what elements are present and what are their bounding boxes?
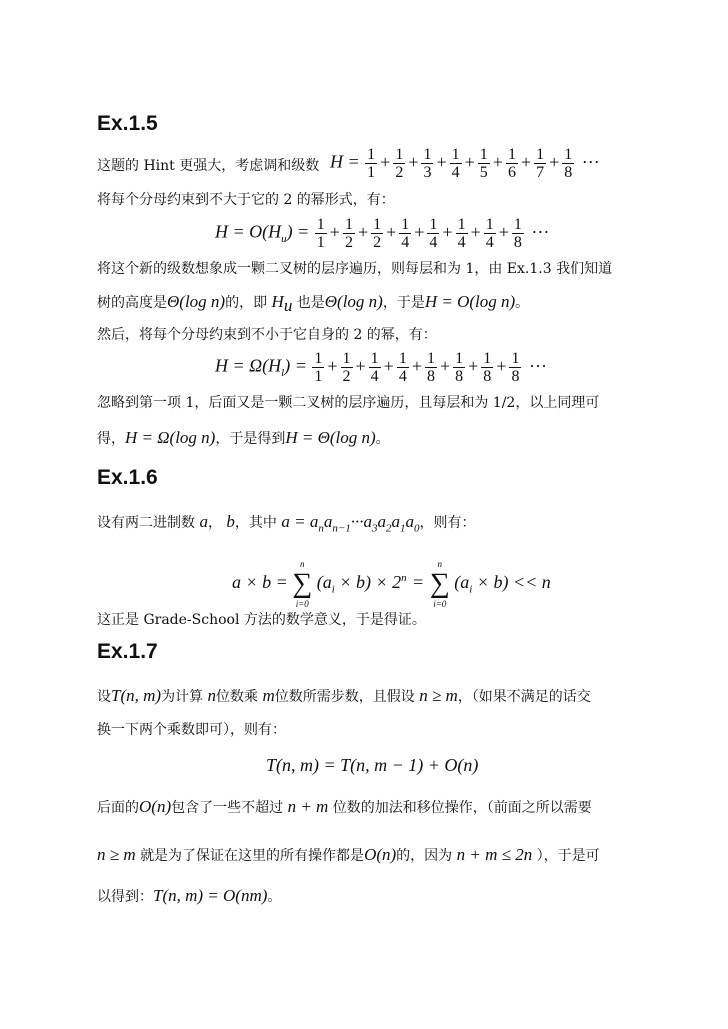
plus-sign: + <box>383 355 394 376</box>
h-o-log-n: H = O(log n) <box>424 292 516 311</box>
ex17-line-5 <box>97 886 281 907</box>
ex16-line-1-c: ，其中 <box>234 515 277 531</box>
heading-ex-1-6: Ex.1.6 <box>97 466 158 489</box>
fraction-term <box>453 350 465 385</box>
ex16-line-1 <box>97 512 476 538</box>
lower-terms <box>311 350 522 385</box>
expansion-a-1: a <box>391 512 401 531</box>
h-u-sub: u <box>283 295 293 315</box>
ex15-line-3 <box>97 259 612 279</box>
fraction-numerator: 1 <box>564 146 573 163</box>
fraction-denominator: 4 <box>401 234 410 251</box>
fraction-numerator: 1 <box>451 146 460 163</box>
ex15-line-4-c: 也是 <box>296 295 325 311</box>
fraction-denominator: 5 <box>479 164 488 181</box>
plus-sign: + <box>492 151 503 172</box>
ex15-line-1 <box>97 156 319 176</box>
fraction-term <box>512 216 524 251</box>
plus-sign: + <box>470 221 481 242</box>
ex15-line-3-text: 将这个新的级数想象成一颗二叉树的层序遍历，则每层和为 1，由 Ex.1.3 我们知道 <box>97 261 613 277</box>
product-eq-mid: = <box>413 572 424 593</box>
lower-ellipsis: ··· <box>528 355 547 376</box>
o-n-1: O(n) <box>139 797 172 816</box>
fraction-term <box>478 146 490 181</box>
fraction-term <box>506 146 518 181</box>
fraction-term <box>456 216 468 251</box>
ex15-line-7-a: 得， <box>97 431 125 447</box>
recurrence-formula <box>266 755 478 776</box>
harmonic-series-formula <box>330 146 602 181</box>
fraction-term <box>341 350 353 385</box>
n-geq-m-2: n ≥ m <box>97 845 136 864</box>
lower-close: ) = <box>284 355 307 376</box>
ex17-line-4-b: 的，因为 <box>396 848 453 864</box>
fraction-numerator: 1 <box>513 216 522 233</box>
fraction-numerator: 1 <box>479 146 488 163</box>
fraction-term <box>450 146 462 181</box>
ex15-line-4-b: 的，即 <box>225 295 268 311</box>
ex16-line-1-a: 设有两二进制数 <box>97 515 195 531</box>
ex17-line-1-c: 位数乘 <box>216 689 259 705</box>
fraction-denominator: 8 <box>513 234 522 251</box>
fraction-term <box>425 350 437 385</box>
term2-open: (a <box>454 572 470 593</box>
fraction-numerator: 1 <box>423 146 432 163</box>
ex17-line-5-a: 以得到： <box>97 889 153 905</box>
var-a: a <box>199 512 208 531</box>
var-m: m <box>262 686 275 705</box>
expansion-sub-n1: n−1 <box>332 522 351 535</box>
upper-terms <box>314 216 525 251</box>
fraction-denominator: 4 <box>485 234 494 251</box>
ex15-line-7-c: 。 <box>375 431 390 447</box>
binary-expansion <box>281 512 420 535</box>
term1-sub: i <box>331 583 335 596</box>
fraction-term <box>365 146 377 181</box>
ex17-line-1-a: 设 <box>97 689 111 705</box>
plus-sign: + <box>520 151 532 172</box>
fraction-term <box>371 216 383 251</box>
ex16-line-2-text: 这正是 Grade-School 方法的数学意义，于是得证。 <box>97 612 426 628</box>
sum-2-top: n <box>437 559 443 569</box>
fraction-denominator: 4 <box>370 368 379 385</box>
expansion-sub-2: 2 <box>386 522 392 535</box>
expansion-a-eq: a = a <box>281 512 319 531</box>
sum-2-bottom: i=0 <box>433 599 447 609</box>
ex16-line-1-b: ， <box>207 515 222 531</box>
fraction-numerator: 1 <box>483 350 492 367</box>
ex15-line-5 <box>97 325 437 345</box>
ex17-line-1-d: 位数所需步数，且假设 <box>274 689 415 705</box>
fraction-term <box>393 146 405 181</box>
ex17-line-2 <box>97 720 286 740</box>
ex17-line-1-e: ，（如果不满足的话交 <box>457 689 591 705</box>
fraction-term <box>399 216 411 251</box>
ex17-line-3 <box>97 797 592 818</box>
ex15-line-7-b: ，于是得到 <box>215 431 286 447</box>
fraction-numerator: 1 <box>429 216 438 233</box>
fraction-denominator: 8 <box>426 368 435 385</box>
sum-1-bottom: i=0 <box>295 599 309 609</box>
h-omega-log-n: H = Ω(log n) <box>125 428 216 447</box>
fraction-denominator: 2 <box>344 234 353 251</box>
n-plus-m-leq-2n: n + m ≤ 2n <box>456 845 533 864</box>
plus-sign: + <box>327 355 338 376</box>
fraction-term <box>312 350 324 385</box>
plus-sign: + <box>357 221 369 242</box>
fraction-denominator: 7 <box>536 164 545 181</box>
fraction-denominator: 8 <box>455 368 464 385</box>
product-lhs: a × b = <box>232 572 288 593</box>
ex17-line-3-c: 位数的加法和移位操作，（前面之所以需要 <box>332 800 592 816</box>
fraction-term <box>562 146 574 181</box>
expansion-sub-0: 0 <box>414 522 420 535</box>
fraction-denominator: 3 <box>423 164 432 181</box>
harmonic-lhs: H = <box>330 151 360 172</box>
ex15-line-4 <box>97 292 529 316</box>
expansion-sub-3: 3 <box>372 522 378 535</box>
fraction-numerator: 1 <box>316 216 325 233</box>
expansion-a-n1: a <box>323 512 333 531</box>
fraction-numerator: 1 <box>457 216 466 233</box>
fraction-numerator: 1 <box>485 216 494 233</box>
fraction-numerator: 1 <box>367 146 376 163</box>
fraction-term <box>369 350 381 385</box>
lower-sub: l <box>281 367 285 380</box>
fraction-denominator: 1 <box>367 164 376 181</box>
sum-symbol-1: n ∑ i=0 <box>292 559 313 609</box>
plus-sign: + <box>411 355 422 376</box>
term1-rest: × b) × 2 <box>339 572 402 593</box>
expansion-sub-n: n <box>318 522 324 535</box>
plus-sign: + <box>355 355 366 376</box>
t-n-m: T(n, m) <box>111 686 162 705</box>
fraction-denominator: 8 <box>511 368 520 385</box>
fraction-denominator: 8 <box>483 368 492 385</box>
fraction-numerator: 1 <box>342 350 351 367</box>
fraction-numerator: 1 <box>395 146 404 163</box>
ex15-line-2-text: 将每个分母约束到不大于它的 2 的幂形式，有： <box>97 192 395 208</box>
plus-sign: + <box>386 221 397 242</box>
fraction-term <box>427 216 439 251</box>
plus-sign: + <box>408 151 419 172</box>
plus-sign: + <box>380 151 391 172</box>
plus-sign: + <box>498 221 509 242</box>
ex17-line-3-b: 包含了一些不超过 <box>171 800 284 816</box>
h-theta-log-n: H = Θ(log n) <box>285 428 376 447</box>
fraction-denominator: 2 <box>373 234 382 251</box>
fraction-denominator: 4 <box>451 164 460 181</box>
expansion-a-0: a <box>405 512 415 531</box>
fraction-denominator: 4 <box>398 368 407 385</box>
ex15-line-4-d: ，于是 <box>382 295 425 311</box>
ex15-line-6 <box>97 393 599 413</box>
plus-sign: + <box>442 221 453 242</box>
sum-1-top: n <box>300 559 305 569</box>
heading-ex-1-7: Ex.1.7 <box>97 640 158 663</box>
n-geq-m: n ≥ m <box>419 686 458 705</box>
fraction-numerator: 1 <box>344 216 353 233</box>
recurrence-text: T(n, m) = T(n, m − 1) + O(n) <box>266 755 479 775</box>
expansion-a-2: a <box>377 512 387 531</box>
ex15-line-4-e: 。 <box>515 295 530 311</box>
term1-sup: n <box>401 572 407 585</box>
upper-close: ) = <box>286 221 310 242</box>
product-sum-formula <box>232 558 551 610</box>
ex15-line-4-a: 树的高度是 <box>97 295 167 311</box>
plus-sign: + <box>439 355 451 376</box>
ex17-line-1 <box>97 686 591 707</box>
fraction-numerator: 1 <box>511 350 520 367</box>
harmonic-terms <box>364 146 575 181</box>
fraction-numerator: 1 <box>507 146 516 163</box>
fraction-term <box>484 216 496 251</box>
ex15-line-2 <box>97 190 395 210</box>
ex17-line-3-a: 后面的 <box>97 800 139 816</box>
fraction-term <box>343 216 355 251</box>
ex17-line-4-a: 就是为了保证在这里的所有操作都是 <box>140 848 365 864</box>
fraction-denominator: 1 <box>314 368 323 385</box>
ex17-line-4-c: ），于是可 <box>536 848 600 864</box>
ex15-line-5-text: 然后，将每个分母约束到不小于它自身的 2 的幂，有： <box>97 327 437 343</box>
fraction-denominator: 4 <box>457 234 466 251</box>
plus-sign: + <box>549 151 560 172</box>
fraction-numerator: 1 <box>373 216 382 233</box>
fraction-term <box>315 216 327 251</box>
expansion-dots: ···a <box>350 512 373 531</box>
fraction-term <box>481 350 493 385</box>
ex16-line-1-d: ，则有： <box>419 515 476 531</box>
fraction-denominator: 4 <box>429 234 438 251</box>
n-plus-m: n + m <box>287 797 329 816</box>
ex17-line-4 <box>97 845 600 866</box>
fraction-numerator: 1 <box>314 350 323 367</box>
heading-ex-1-5: Ex.1.5 <box>97 112 158 135</box>
fraction-denominator: 1 <box>316 234 325 251</box>
term2-sub: i <box>469 583 473 596</box>
upper-lhs: H = O(H <box>215 221 282 242</box>
plus-sign: + <box>464 151 475 172</box>
upper-ellipsis: ··· <box>531 221 550 242</box>
fraction-numerator: 1 <box>398 350 407 367</box>
h-u: H <box>271 292 284 311</box>
harmonic-ellipsis: ··· <box>581 151 600 172</box>
t-n-m-o-nm: T(n, m) = O(nm) <box>153 886 268 905</box>
plus-sign: + <box>436 151 447 172</box>
ex15-line-6-text: 忽略到第一项 1，后面又是一颗二叉树的层序遍历，且每层和为 1/2，以上同理可 <box>97 395 600 411</box>
o-n-2: O(n) <box>364 845 397 864</box>
lower-bound-formula <box>215 350 549 385</box>
expansion-sub-1: 1 <box>400 522 406 535</box>
fraction-numerator: 1 <box>536 146 545 163</box>
fraction-denominator: 6 <box>507 164 516 181</box>
fraction-numerator: 1 <box>401 216 410 233</box>
ex16-line-2 <box>97 610 426 630</box>
theta-log-n-2: Θ(log n) <box>324 292 383 311</box>
term1-open: (a <box>316 572 332 593</box>
var-b: b <box>226 512 235 531</box>
fraction-term <box>421 146 433 181</box>
fraction-denominator: 2 <box>342 368 351 385</box>
upper-sub: u <box>281 233 287 246</box>
upper-bound-formula <box>215 216 551 251</box>
fraction-numerator: 1 <box>426 350 435 367</box>
term2-rest: × b) << n <box>476 572 551 593</box>
sum-symbol-2: n ∑ i=0 <box>429 559 450 609</box>
lower-lhs: H = Ω(H <box>215 355 282 376</box>
fraction-term <box>509 350 521 385</box>
fraction-term <box>534 146 546 181</box>
ex17-line-5-b: 。 <box>267 889 282 905</box>
ex17-line-2-text: 换一下两个乘数即可），则有： <box>97 722 286 738</box>
fraction-term <box>397 350 409 385</box>
fraction-denominator: 2 <box>395 164 404 181</box>
ex15-line-1-text: 这题的 Hint 更强大，考虑调和级数 <box>97 158 320 174</box>
plus-sign: + <box>414 221 425 242</box>
ex17-line-1-b: 为计算 <box>161 689 204 705</box>
plus-sign: + <box>468 355 479 376</box>
plus-sign: + <box>496 355 507 376</box>
fraction-numerator: 1 <box>455 350 464 367</box>
plus-sign: + <box>329 221 340 242</box>
theta-log-n-1: Θ(log n) <box>167 292 226 311</box>
fraction-denominator: 8 <box>564 164 573 181</box>
fraction-numerator: 1 <box>370 350 379 367</box>
ex15-line-7 <box>97 428 390 449</box>
var-n: n <box>207 686 217 705</box>
